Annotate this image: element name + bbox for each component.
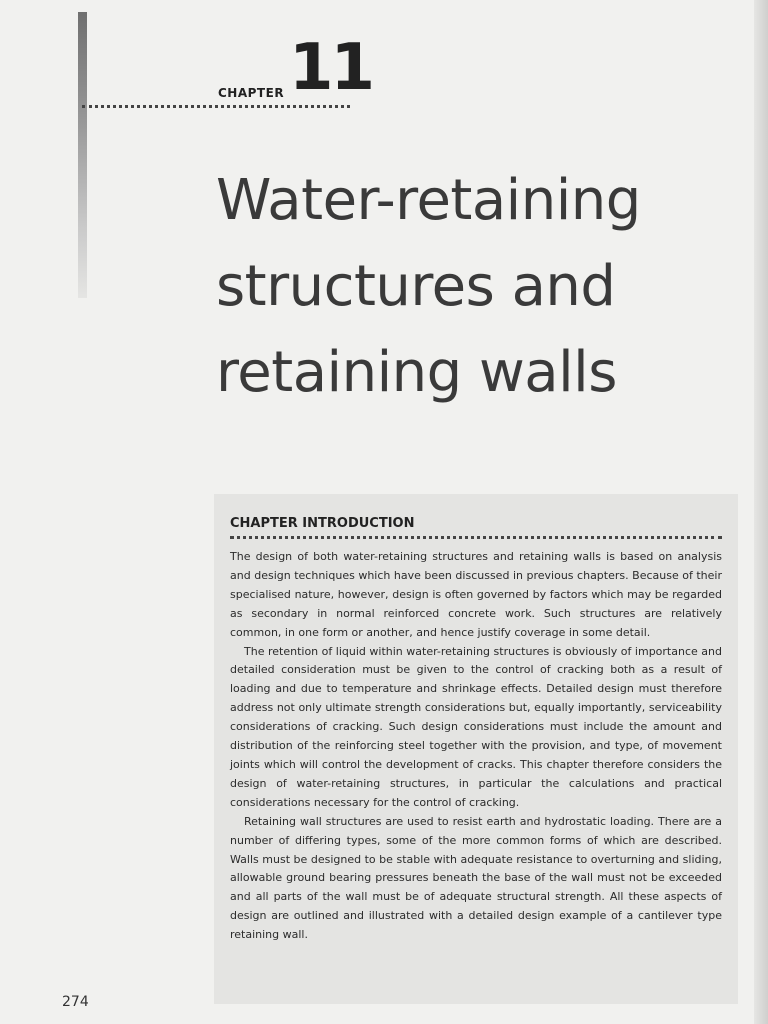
title-line-2: structures and <box>216 254 616 319</box>
chapter-number: 11 <box>289 31 373 105</box>
chapter-label: CHAPTER <box>218 86 285 100</box>
chapter-title <box>216 158 736 416</box>
page-edge-shadow <box>754 0 768 1024</box>
chapter-introduction-box <box>214 494 738 1004</box>
title-line-3: retaining walls <box>216 340 617 405</box>
introduction-dotted-rule <box>230 536 722 539</box>
introduction-paragraph: The design of both water-retaining structures and retaining walls is based on analysis and design techniques which have been discussed in previous chapters. Because of their specialised nature, however, design is often governed by factors which may be regarded as secondary in normal reinforced concrete work. Such structures are relatively common, in one form or another, and hence justify coverage in some detail. <box>230 550 722 639</box>
introduction-paragraph: The retention of liquid within water-retaining structures is obviously of importance and detailed consideration must be given to the control of cracking both as a result of loading and due to temperature and shrinkage effects. Detailed design must therefore address not only ultimate strength considerations but, equally importantly, serviceability considerations of cracking. Such design considerations must include the amount and distribution of the reinforcing steel together with the provision, and type, of movement joints which will control the development of cracks. This chapter therefore considers the design of water-retaining structures, in particular the calculations and practical considerations necessary for the control of cracking. <box>230 644 722 809</box>
chapter-dotted-rule <box>82 105 350 108</box>
title-line-1: Water-retaining <box>216 168 641 233</box>
page-number: 274 <box>62 994 89 1010</box>
introduction-heading: CHAPTER INTRODUCTION <box>230 516 415 531</box>
introduction-paragraph: Retaining wall structures are used to resist earth and hydrostatic loading. There are a number of differing types, some of the more common forms of which are described. Walls must be designed to be stable with adequate resistance to overturning and sliding, allowable ground bearing pressures beneath the base of the wall must not be exceeded and all parts of the wall must be of adequate structural strength. All these aspects of design are outlined and illustrated with a detailed design example of a cantilever type retaining wall. <box>230 814 722 942</box>
chapter-side-bar <box>78 12 87 298</box>
